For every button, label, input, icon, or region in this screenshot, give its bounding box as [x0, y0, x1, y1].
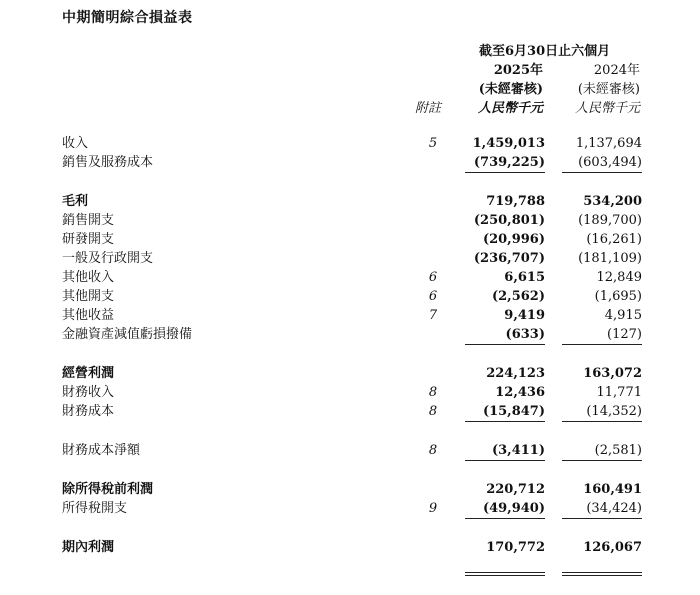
subtotal-rule: [465, 460, 545, 461]
value-2024: 163,072: [583, 366, 642, 381]
subtotal-rule: [465, 172, 545, 173]
value-2025: 1,459,013: [472, 136, 545, 151]
value-2025: (739,225): [473, 155, 545, 170]
row-label: 其他開支: [62, 289, 115, 304]
row-note: 8: [428, 443, 438, 458]
value-2024: (189,700): [578, 213, 642, 228]
row-label: 金融資產減值虧損撥備: [62, 327, 193, 342]
table-row: [62, 383, 642, 402]
value-2024: 4,915: [604, 308, 642, 323]
row-label: 除所得稅前利潤: [62, 482, 154, 497]
value-2024: (1,695): [594, 289, 642, 304]
table-row: [62, 268, 642, 287]
value-2024: 1,137,694: [575, 136, 642, 151]
row-label: 財務收入: [62, 385, 115, 400]
table-row: [62, 441, 642, 460]
row-label: 研發開支: [62, 232, 115, 247]
value-2024: 160,491: [583, 482, 642, 497]
subtotal-rule: [562, 344, 642, 345]
subtotal-rule: [562, 172, 642, 173]
row-label: 所得稅開支: [62, 501, 128, 516]
period-header: 截至6月30日止六個月: [479, 44, 611, 59]
value-2024: 534,200: [583, 194, 642, 209]
table-row: [62, 230, 642, 249]
value-2025: (20,996): [482, 232, 545, 247]
statement-title: 中期簡明綜合損益表: [62, 10, 193, 26]
value-2025: 224,123: [486, 366, 545, 381]
value-2025: (236,707): [473, 251, 545, 266]
value-2024: (14,352): [586, 404, 642, 419]
col-2025-status: (未經審核): [478, 82, 543, 97]
value-2024: 11,771: [596, 385, 642, 400]
row-label: 毛利: [62, 194, 89, 209]
value-2025: (633): [505, 327, 545, 342]
value-2025: 719,788: [486, 194, 545, 209]
row-note: 7: [428, 308, 438, 323]
col-2025-year: 2025年: [493, 63, 543, 78]
table-row: [62, 134, 642, 153]
table-row: [62, 306, 642, 325]
row-label: 經營利潤: [62, 366, 115, 381]
value-2024: (603,494): [578, 155, 642, 170]
value-2025: (250,801): [473, 213, 545, 228]
row-note: 5: [428, 136, 438, 151]
row-label: 銷售及服務成本: [62, 155, 154, 170]
value-2025: 9,419: [504, 308, 545, 323]
value-2025: (3,411): [491, 443, 545, 458]
row-label: 收入: [62, 136, 89, 151]
subtotal-rule: [562, 518, 642, 519]
value-2024: (181,109): [578, 251, 642, 266]
total-double-rule: [562, 575, 642, 576]
col-2024-status: (未經審核): [577, 82, 640, 97]
table-row: [62, 192, 642, 211]
subtotal-rule: [465, 421, 545, 422]
row-label: 其他收益: [62, 308, 115, 323]
value-2025: 12,436: [495, 385, 545, 400]
subtotal-rule: [562, 460, 642, 461]
value-2025: (2,562): [491, 289, 545, 304]
subtotal-rule: [465, 344, 545, 345]
value-2025: 170,772: [486, 540, 545, 555]
total-double-rule: [465, 575, 545, 576]
col-2024-year: 2024年: [593, 63, 640, 78]
table-row: [62, 402, 642, 421]
total-double-rule: [562, 572, 642, 573]
table-row: [62, 211, 642, 230]
value-2024: (34,424): [586, 501, 642, 516]
row-label: 期內利潤: [62, 540, 115, 555]
value-2024: 126,067: [583, 540, 642, 555]
row-note: 6: [428, 289, 438, 304]
row-note: 6: [428, 270, 438, 285]
value-2025: 220,712: [486, 482, 545, 497]
row-label: 銷售開支: [62, 213, 115, 228]
table-row: [62, 325, 642, 344]
table-row: [62, 538, 642, 557]
value-2025: 6,615: [504, 270, 545, 285]
row-label: 財務成本淨額: [62, 443, 141, 458]
table-row: [62, 364, 642, 383]
value-2024: 12,849: [596, 270, 642, 285]
table-row: [62, 480, 642, 499]
value-2024: (16,261): [586, 232, 642, 247]
row-note: 9: [428, 501, 438, 516]
row-label: 一般及行政開支: [62, 251, 154, 266]
table-row: [62, 287, 642, 306]
total-double-rule: [465, 572, 545, 573]
value-2025: (15,847): [482, 404, 545, 419]
table-row: [62, 153, 642, 172]
row-label: 其他收入: [62, 270, 115, 285]
col-2024-unit: 人民幣千元: [574, 101, 640, 116]
row-label: 財務成本: [62, 404, 115, 419]
subtotal-rule: [465, 518, 545, 519]
subtotal-rule: [562, 421, 642, 422]
value-2024: (127): [607, 327, 642, 342]
row-note: 8: [428, 404, 438, 419]
value-2024: (2,581): [594, 443, 642, 458]
note-column-header: 附註: [415, 101, 442, 116]
table-row: [62, 499, 642, 518]
table-row: [62, 249, 642, 268]
row-note: 8: [428, 385, 438, 400]
value-2025: (49,940): [482, 501, 545, 516]
col-2025-unit: 人民幣千元: [477, 101, 543, 116]
